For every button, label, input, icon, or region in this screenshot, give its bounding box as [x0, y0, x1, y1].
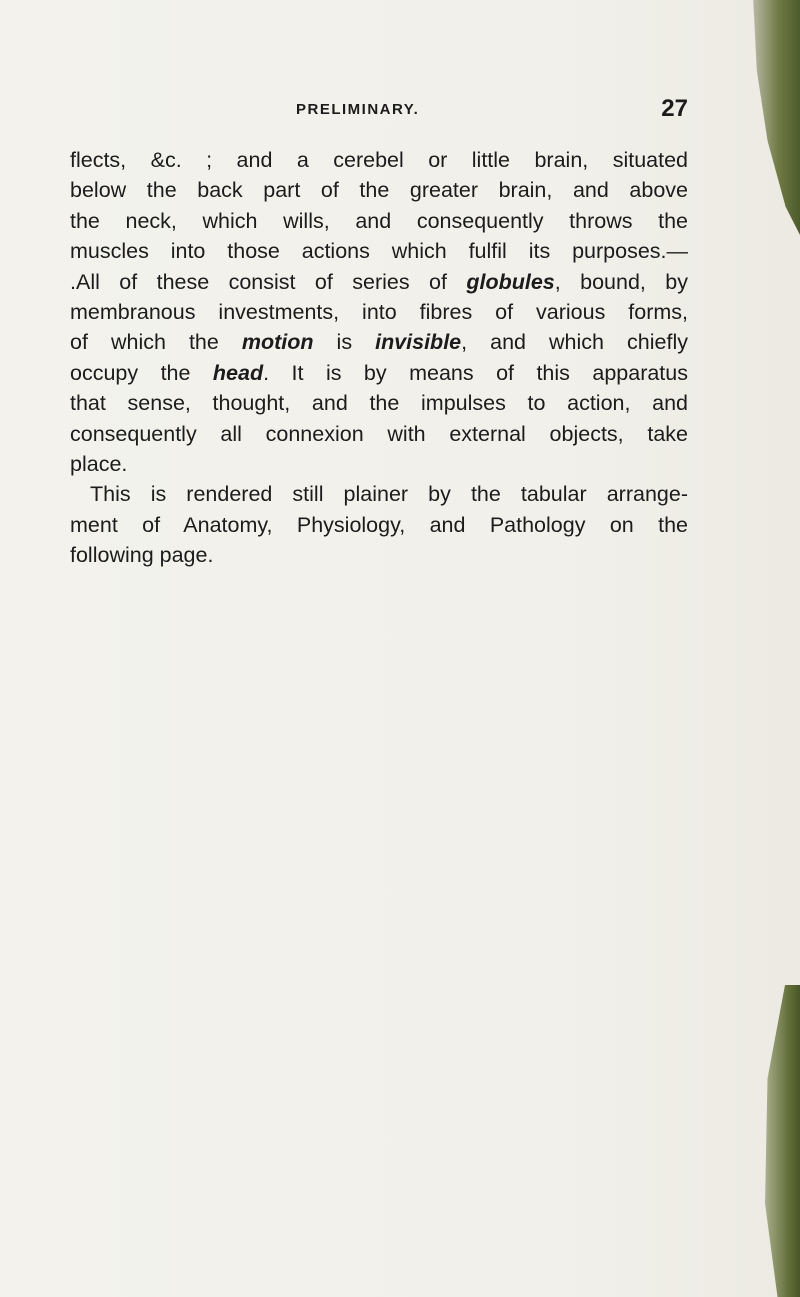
- text-line: This is rendered still plainer by the tabular arrange-: [90, 482, 688, 507]
- italic-term: globules: [466, 269, 555, 294]
- text-line: membranous investments, into fibres of various forms,: [70, 299, 688, 324]
- text-line: occupy the head. It is by means of this apparatus: [70, 360, 688, 385]
- text-line: that sense, thought, and the impulses to action, and: [70, 391, 688, 416]
- text-line: .All of these consist of series of globules, bound, by: [70, 269, 688, 294]
- page-edge-stain: [728, 0, 800, 235]
- page-number: 27: [661, 95, 688, 122]
- italic-term: motion: [241, 330, 314, 355]
- page-header: [70, 95, 688, 127]
- text-line: place.: [70, 451, 128, 476]
- text-line: the neck, which wills, and consequently throws the: [70, 208, 688, 233]
- text-line: muscles into those actions which fulfil its purposes.—: [70, 239, 688, 264]
- italic-term: head: [212, 360, 264, 385]
- text-line: of which the motion is invisible, and which chiefly: [70, 330, 688, 355]
- italic-term: invisible: [375, 330, 462, 355]
- text-line: ment of Anatomy, Physiology, and Pathology on the: [70, 512, 688, 537]
- running-head: PRELIMINARY.: [296, 101, 420, 118]
- body-text: [70, 145, 688, 570]
- text-line: consequently all connexion with external objects, take: [70, 421, 688, 446]
- text-line: flects, &c. ; and a cerebel or little brain, situated: [70, 148, 688, 172]
- text-line: following page.: [70, 543, 214, 568]
- text-line: below the back part of the greater brain, and above: [70, 178, 688, 203]
- page-edge-stain: [750, 985, 800, 1297]
